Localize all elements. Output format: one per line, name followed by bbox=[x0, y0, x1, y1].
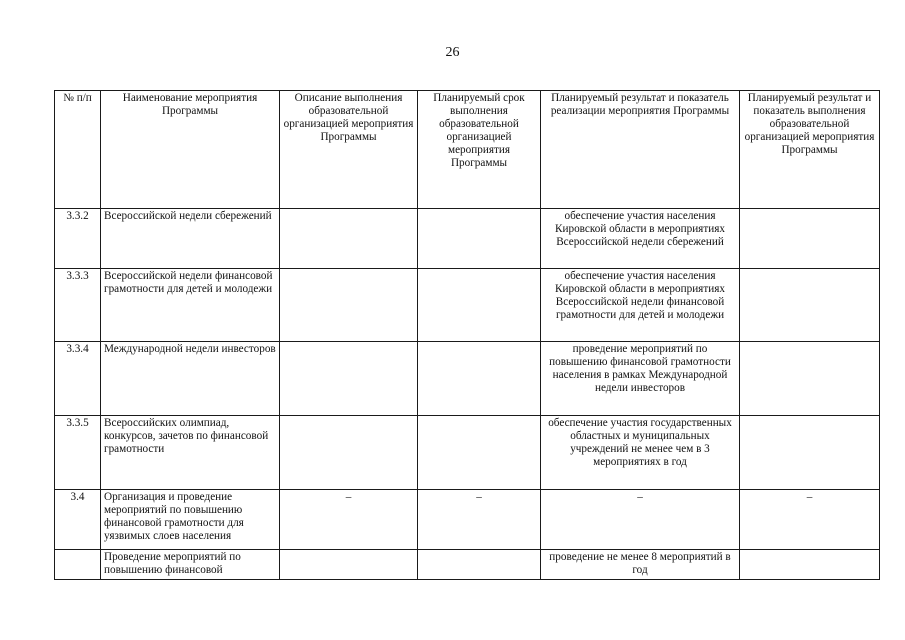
cell-description bbox=[280, 209, 418, 269]
cell-description bbox=[280, 416, 418, 490]
cell-term: – bbox=[418, 490, 541, 550]
cell-num: 3.3.3 bbox=[55, 269, 101, 342]
cell-name: Организация и проведение мероприятий по повышению финансовой грамотности для уязвимых слоев населения bbox=[101, 490, 280, 550]
cell-num: 3.3.2 bbox=[55, 209, 101, 269]
cell-org-result bbox=[740, 209, 880, 269]
table-row bbox=[55, 490, 880, 550]
cell-description bbox=[280, 342, 418, 416]
cell-term bbox=[418, 342, 541, 416]
cell-result: проведение мероприятий по повышению финансовой грамотности населения в рамках Международной недели инвесторов bbox=[541, 342, 740, 416]
header-name: Наименование мероприятия Программы bbox=[101, 91, 280, 209]
cell-org-result bbox=[740, 416, 880, 490]
cell-result: обеспечение участия государственных областных и муниципальных учреждений не менее чем в 3 мероприятиях в год bbox=[541, 416, 740, 490]
table-row bbox=[55, 342, 880, 416]
header-num: № п/п bbox=[55, 91, 101, 209]
cell-result: обеспечение участия населения Кировской области в мероприятиях Всероссийской недели финансовой грамотности для детей и молодежи bbox=[541, 269, 740, 342]
cell-num: 3.3.4 bbox=[55, 342, 101, 416]
header-org-result: Планируемый результат и показатель выполнения образовательной организацией мероприятия Программы bbox=[740, 91, 880, 209]
header-term: Планируемый срок выполнения образовательной организацией мероприятия Программы bbox=[418, 91, 541, 209]
cell-num: 3.4 bbox=[55, 490, 101, 550]
cell-term bbox=[418, 550, 541, 580]
cell-term bbox=[418, 209, 541, 269]
table-row bbox=[55, 416, 880, 490]
cell-name: Всероссийской недели финансовой грамотности для детей и молодежи bbox=[101, 269, 280, 342]
page-number: 26 bbox=[445, 45, 460, 60]
cell-num bbox=[55, 550, 101, 580]
cell-org-result bbox=[740, 342, 880, 416]
cell-result: проведение не менее 8 мероприятий в год bbox=[541, 550, 740, 580]
table-row bbox=[55, 209, 880, 269]
table-header-row bbox=[55, 91, 880, 209]
cell-name: Международной недели инвесторов bbox=[101, 342, 280, 416]
cell-description bbox=[280, 550, 418, 580]
table-row bbox=[55, 550, 880, 580]
table-row bbox=[55, 269, 880, 342]
cell-description: – bbox=[280, 490, 418, 550]
cell-result: обеспечение участия населения Кировской области в мероприятиях Всероссийской недели сбережений bbox=[541, 209, 740, 269]
cell-name: Проведение мероприятий по повышению финансовой bbox=[101, 550, 280, 580]
cell-description bbox=[280, 269, 418, 342]
cell-term bbox=[418, 416, 541, 490]
header-description: Описание выполнения образовательной организацией мероприятия Программы bbox=[280, 91, 418, 209]
cell-org-result: – bbox=[740, 490, 880, 550]
cell-term bbox=[418, 269, 541, 342]
cell-org-result bbox=[740, 269, 880, 342]
cell-org-result bbox=[740, 550, 880, 580]
cell-result: – bbox=[541, 490, 740, 550]
cell-name: Всероссийских олимпиад, конкурсов, зачетов по финансовой грамотности bbox=[101, 416, 280, 490]
header-result: Планируемый результат и показатель реализации мероприятия Программы bbox=[541, 91, 740, 209]
program-table bbox=[54, 90, 880, 580]
cell-num: 3.3.5 bbox=[55, 416, 101, 490]
cell-name: Всероссийской недели сбережений bbox=[101, 209, 280, 269]
